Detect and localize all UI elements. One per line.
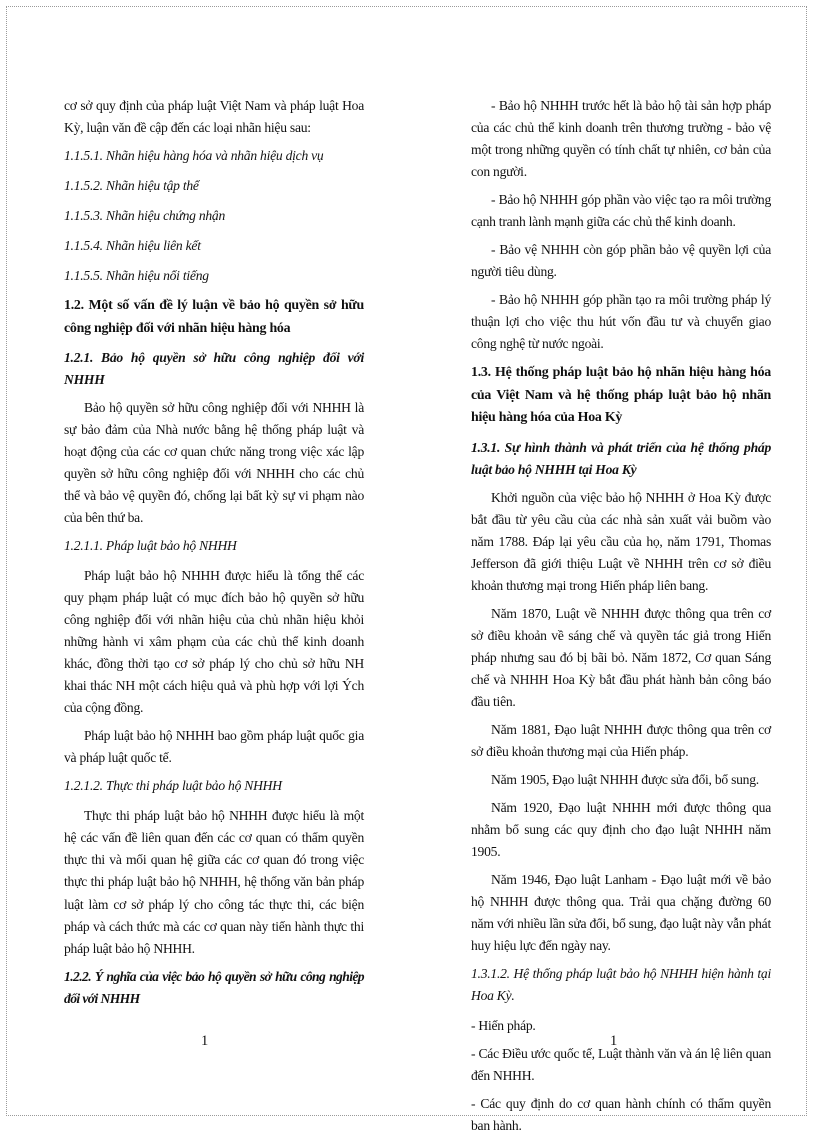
- left-paragraph: 1.2.1.1. Pháp luật bảo hộ NHHH: [64, 538, 237, 554]
- left-paragraph: 1.2.1.2. Thực thi pháp luật bảo hộ NHHH: [64, 778, 282, 794]
- right-paragraph: Năm 1920, Đạo luật NHHH mới được thông qua nhằm bổ sung các quy định cho đạo luật NHHH năm 1905.: [471, 799, 771, 859]
- right-paragraph: 1.3.1. Sự hình thành và phát triển của hệ thống pháp luật bảo hộ NHHH tại Hoa Kỳ: [471, 439, 771, 477]
- left-paragraph: Pháp luật bảo hộ NHHH bao gồm pháp luật quốc gia và pháp luật quốc tế.: [64, 728, 364, 766]
- left-paragraph: Thực thi pháp luật bảo hộ NHHH được hiểu là một hệ các vấn đề liên quan đến các cơ quan có thẩm quyền thực thi và mối quan hệ giữa các cơ quan đó trong việc thực thi pháp luật bảo hộ NHHH, hệ thống văn bản pháp luật làm cơ sở pháp lý cho công tác thực thi, các biện pháp và cách thức mà các cơ quan này tiến hành thực thi pháp luật bảo hộ NHHH.: [64, 808, 364, 956]
- right-column: [471, 95, 771, 1143]
- right-paragraph: Năm 1881, Đạo luật NHHH được thông qua trên cơ sở điều khoản thương mại của Hiến pháp.: [471, 721, 771, 759]
- right-paragraph: - Hiến pháp.: [471, 1018, 536, 1034]
- page-number-left: 1: [201, 1033, 209, 1049]
- left-paragraph: Pháp luật bảo hộ NHHH được hiểu là tổng thể các quy phạm pháp luật có mục đích bảo hộ quyền sở hữu công nghiệp đối với nhãn hiệu của chủ nhãn hiệu khỏi những hành vi xâm phạm của các chủ thể kinh doanh khác, đồng thời tạo cơ sở pháp lý cho chủ sở hữu NH khai thác NH một cách hiệu quả và phù hợp với lợi Ých của cộng đồng.: [64, 568, 364, 716]
- right-paragraph: - Bảo hộ NHHH góp phần vào việc tạo ra môi trường cạnh tranh lành mạnh giữa các chủ thể kinh doanh.: [471, 192, 771, 230]
- left-paragraph: 1.2.2. Ý nghĩa của việc bảo hộ quyền sở hữu công nghiệp đối với NHHH: [64, 968, 364, 1006]
- left-paragraph: 1.1.5.2. Nhãn hiệu tập thể: [64, 178, 199, 194]
- left-paragraph: 1.1.5.4. Nhãn hiệu liên kết: [64, 238, 201, 254]
- right-paragraph: Năm 1946, Đạo luật Lanham - Đạo luật mới về bảo hộ NHHH được thông qua. Trải qua chặng đường 60 năm với nhiều lần sửa đổi, bổ sung, đạo luật này vẫn phát huy hiệu lực đến ngày nay.: [471, 872, 771, 954]
- left-paragraph: 1.2.1. Bảo hộ quyền sở hữu công nghiệp đối với NHHH: [64, 350, 364, 388]
- left-paragraph: cơ sở quy định của pháp luật Việt Nam và pháp luật Hoa Kỳ, luận văn đề cập đến các loại nhãn hiệu sau:: [64, 98, 364, 136]
- left-paragraph: 1.2. Một số vấn đề lý luận về bảo hộ quyền sở hữu công nghiệp đối với nhãn hiệu hàng hóa: [64, 298, 364, 336]
- left-paragraph: 1.1.5.1. Nhãn hiệu hàng hóa và nhãn hiệu dịch vụ: [64, 148, 324, 164]
- left-paragraph: 1.1.5.3. Nhãn hiệu chứng nhận: [64, 208, 226, 224]
- right-paragraph: Khởi nguồn của việc bảo hộ NHHH ở Hoa Kỳ được bắt đầu từ yêu cầu của các nhà sản xuất vải buồm vào năm 1788. Đáp lại yêu cầu của họ, năm 1791, Thomas Jefferson đã giới thiệu Luật về NHHH trên cơ sở điều khoản thương mại trong Hiến pháp liên bang.: [471, 489, 771, 593]
- right-paragraph: - Bảo hộ NHHH trước hết là bảo hộ tài sản hợp pháp của các chủ thể kinh doanh trên thương trường - bảo vệ một trong những quyền có tính chất tự nhiên, cơ bản của con người.: [471, 98, 771, 180]
- right-paragraph: Năm 1870, Luật về NHHH được thông qua trên cơ sở điều khoản về sáng chế và quyền tác giả trong Hiến pháp nhưng sau đó bị bãi bỏ. Năm 1872, Cơ quan Sáng chế và NHHH Hoa Kỳ bắt đầu phát hành bản công báo đầu tiên.: [471, 605, 771, 709]
- right-paragraph: 1.3. Hệ thống pháp luật bảo hộ nhãn hiệu hàng hóa của Việt Nam và hệ thống pháp luật bảo hộ nhãn hiệu hàng hóa của Hoa Kỳ: [471, 365, 771, 426]
- right-paragraph: 1.3.1.2. Hệ thống pháp luật bảo hộ NHHH hiện hành tại Hoa Kỳ.: [471, 966, 771, 1004]
- right-paragraph: - Bảo vệ NHHH còn góp phần bảo vệ quyền lợi của người tiêu dùng.: [471, 242, 771, 280]
- left-column: [64, 95, 364, 1016]
- right-paragraph: - Các Điều ước quốc tế, Luật thành văn và án lệ liên quan đến NHHH.: [471, 1046, 771, 1084]
- left-paragraph: 1.1.5.5. Nhãn hiệu nổi tiếng: [64, 268, 209, 284]
- right-paragraph: Năm 1905, Đạo luật NHHH được sửa đổi, bổ sung.: [491, 771, 759, 787]
- left-paragraph: Bảo hộ quyền sở hữu công nghiệp đối với NHHH là sự bảo đảm của Nhà nước bằng hệ thống pháp luật và hoạt động của các cơ quan chức năng trong việc xác lập quyền sở hữu công nghiệp đối với NHHH cho các chủ thể và bảo vệ quyền đó, chống lại bất kỳ sự vi phạm nào của bên thứ ba.: [64, 400, 364, 526]
- page-number-right: 1: [610, 1033, 618, 1049]
- right-paragraph: - Các quy định do cơ quan hành chính có thẩm quyền ban hành.: [471, 1096, 771, 1134]
- right-paragraph: - Bảo hộ NHHH góp phần tạo ra môi trường pháp lý thuận lợi cho việc thu hút vốn đầu tư và chuyển giao công nghệ từ nước ngoài.: [471, 292, 771, 352]
